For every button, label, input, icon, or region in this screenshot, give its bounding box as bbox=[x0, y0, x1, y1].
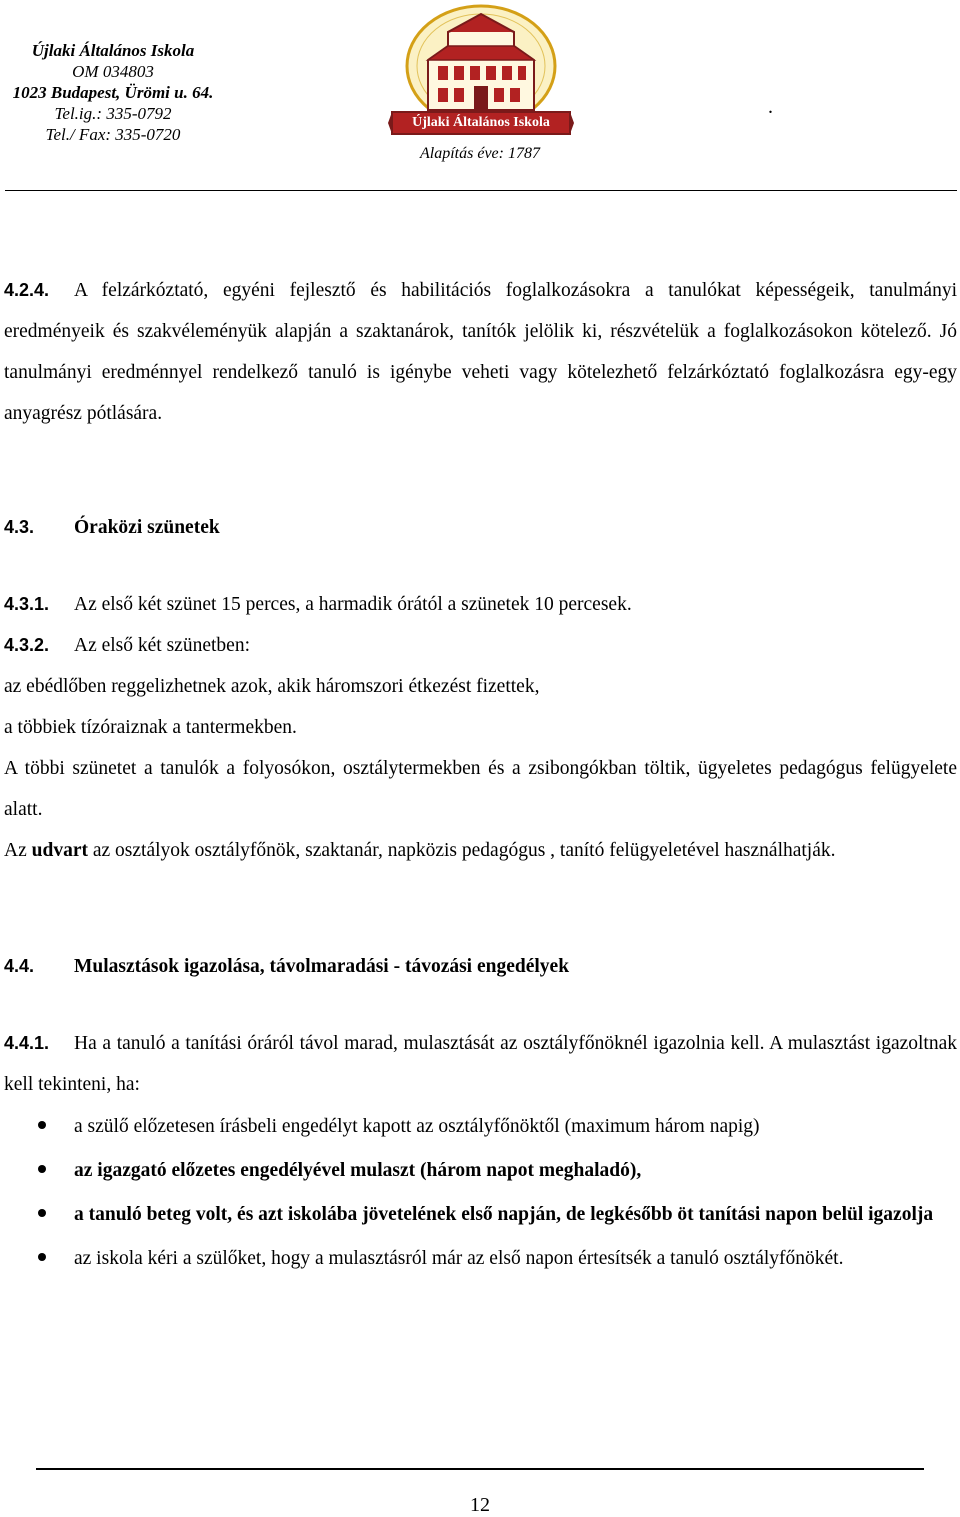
yard-pre: Az bbox=[4, 840, 27, 861]
list-item: az igazgató előzetes engedélyével mulaszt (három napot meghaladó), bbox=[4, 1149, 957, 1193]
bullet-icon bbox=[38, 1253, 46, 1261]
stray-dot: . bbox=[768, 96, 773, 118]
section-number: 4.4. bbox=[4, 956, 35, 976]
yard-bold-word: udvart bbox=[31, 840, 88, 861]
list-item: a szülő előzetesen írásbeli engedélyt kapott az osztályfőnöktől (maximum három napig) bbox=[4, 1105, 957, 1149]
paragraph-text: Ha a tanuló a tanítási óráról távol marad, mulasztását az osztályfőnöknél igazolnia kell. A mulasztást igazoltnak kell tekinteni, ha: bbox=[4, 1033, 957, 1095]
document-body bbox=[4, 270, 957, 1281]
school-name: Újlaki Általános Iskola bbox=[31, 41, 195, 60]
section-4-3-1 bbox=[4, 584, 957, 625]
school-address: 1023 Budapest, Ürömi u. 64. bbox=[12, 83, 214, 102]
paragraph-text: Az első két szünetben: bbox=[74, 635, 250, 656]
footer-divider bbox=[36, 1468, 924, 1470]
section-4-4-1 bbox=[4, 1023, 957, 1105]
section-number: 4.3. bbox=[4, 517, 35, 537]
yard-post: az osztályok osztályfőnök, szaktanár, napközis pedagógus , tanító felügyeletével használhatják. bbox=[92, 840, 836, 861]
section-4-3-heading bbox=[4, 507, 957, 548]
bullet-icon bbox=[38, 1121, 46, 1129]
other-breaks-paragraph: A többi szünetet a tanulók a folyosókon, osztálytermekben és a zsibongókban töltik, ügyeletes pedagógus felügyelete alatt. bbox=[4, 758, 957, 820]
logo-banner-text: Újlaki Általános Iskola bbox=[412, 115, 550, 130]
om-number: OM 034803 bbox=[72, 62, 154, 81]
school-fax: Tel./ Fax: 335-0720 bbox=[45, 125, 181, 144]
section-4-4-heading bbox=[4, 946, 957, 987]
yard-paragraph bbox=[4, 830, 957, 871]
section-4-2-4 bbox=[4, 270, 957, 434]
school-contact-block bbox=[8, 40, 218, 145]
section-number: 4.4.1. bbox=[4, 1033, 50, 1053]
school-phone: Tel.ig.: 335-0792 bbox=[54, 104, 172, 123]
page-number: 12 bbox=[470, 1494, 490, 1516]
section-title: Óraközi szünetek bbox=[74, 517, 220, 538]
paragraph-text: Az első két szünet 15 perces, a harmadik órától a szünetek 10 percesek. bbox=[74, 594, 632, 615]
bullet-icon bbox=[38, 1165, 46, 1173]
header-divider bbox=[5, 190, 957, 191]
paragraph-text: A felzárkóztató, egyéni fejlesztő és habilitációs foglalkozásokra a tanulókat képességeik, tanulmányi eredményeik és szakvéleményük alapján a szaktanárok, tanítók jelölik ki, részvételük a foglalkozásokon kötelező. Jó tanulmányi eredménnyel rendelkező tanuló is igénybe veheti vagy kötelezhető felzárkóztató foglalkozásra egy-egy anyagrész pótlására. bbox=[4, 280, 957, 424]
section-title: Mulasztások igazolása, távolmaradási - távozási engedélyek bbox=[74, 956, 570, 977]
snack-line: a többiek tízóraiznak a tantermekben. bbox=[4, 717, 297, 738]
bullet-icon bbox=[38, 1209, 46, 1217]
excused-absence-list bbox=[4, 1105, 957, 1281]
list-item: a tanuló beteg volt, és azt iskolába jövetelének első napján, de legkésőbb öt tanítási napon belül igazolja bbox=[4, 1193, 957, 1237]
page-header bbox=[0, 0, 960, 195]
founded-year: Alapítás éve: 1787 bbox=[420, 145, 540, 162]
section-number: 4.3.1. bbox=[4, 594, 50, 614]
section-4-3-2 bbox=[4, 625, 957, 666]
list-item: az iskola kéri a szülőket, hogy a mulasztásról már az első napon értesítsék a tanuló osztályfőnökét. bbox=[4, 1237, 957, 1281]
breakfast-line: az ebédlőben reggelizhetnek azok, akik háromszori étkezést fizettek, bbox=[4, 676, 540, 697]
section-number: 4.3.2. bbox=[4, 635, 50, 655]
section-number: 4.2.4. bbox=[4, 280, 50, 300]
